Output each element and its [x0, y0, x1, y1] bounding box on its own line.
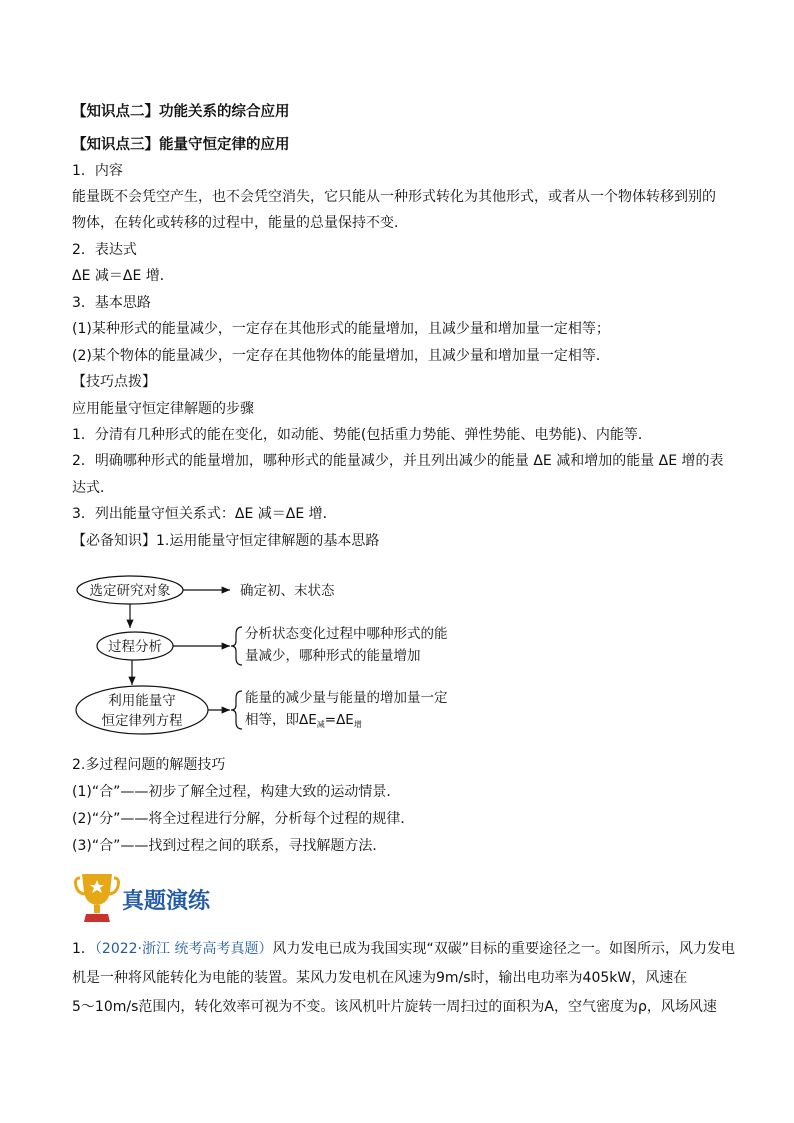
flow-diagram [70, 570, 500, 740]
section-3-line-1: (1)某种形式的能量减少，一定存在其他形式的能量增加，且减少量和增加量一定相等； [72, 321, 610, 337]
brace-analysis-line-2: 量减少，哪种形式的能量增加 [245, 648, 421, 664]
multi-process-line-3: (3)“合”——找到过程之间的联系，寻找解题方法． [72, 838, 387, 854]
tips-line-3: 达式． [72, 480, 114, 496]
node-equation-line-1: 利用能量守 [108, 693, 176, 709]
multi-process-title: 2.多过程问题的解题技巧 [72, 757, 226, 773]
node-equation-line-2: 恒定律列方程 [101, 713, 183, 729]
node-process-analysis-label: 过程分析 [108, 639, 162, 655]
real-exam-title: 真题演练 [122, 889, 211, 914]
problem-1-number: 1． [72, 941, 95, 957]
section-2-title: 2．表达式 [72, 242, 137, 258]
section-1-line-1: 能量既不会凭空产生，也不会凭空消失，它只能从一种形式转化为其他形式，或者从一个物体转移到别的 [72, 189, 716, 205]
section-2-formula: ΔE 减＝ΔE 增． [72, 268, 174, 284]
brace-equation-text-a: 相等，即ΔE [245, 712, 317, 728]
arrow-states-label: 确定初、末状态 [240, 583, 335, 599]
problem-1-line-3: 5～10m/s范围内，转化效率可视为不变。该风机叶片旋转一周扫过的面积为A，空气密度为ρ，风场风速 [72, 999, 717, 1015]
tips-title: 【技巧点拨】 [72, 374, 156, 390]
brace-equation-line-2 [245, 711, 362, 729]
section-3-title: 3．基本思路 [72, 295, 151, 311]
problem-1-citation: （2022·浙江 统考高考真题） [94, 941, 273, 957]
brace-equation-text-b: =ΔE [324, 712, 354, 728]
trophy-icon [74, 872, 120, 924]
brace-equation [231, 691, 242, 729]
brace-analysis-line-1: 分析状态变化过程中哪种形式的能 [245, 626, 448, 642]
brace-analysis [231, 627, 242, 665]
problem-1-line-1 [72, 940, 735, 958]
brace-equation-sub-increase: 增 [353, 720, 362, 729]
tips-line-4: 3．列出能量守恒关系式：ΔE 减＝ΔE 增． [72, 506, 337, 522]
must-know-line: 【必备知识】1.运用能量守恒定律解题的基本思路 [72, 533, 380, 549]
section-1-title: 1．内容 [72, 163, 123, 179]
problem-1-line-2: 机是一种将风能转化为电能的装置。某风力发电机在风速为9m/s时，输出电功率为405kW，风速在 [72, 970, 688, 986]
heading-knowledge-point-2: 【知识点二】功能关系的综合应用 [72, 104, 290, 120]
multi-process-line-2: (2)“分”——将全过程进行分解，分析每个过程的规律． [72, 811, 415, 827]
multi-process-line-1: (1)“合”——初步了解全过程，构建大致的运动情景． [72, 784, 401, 800]
section-3-line-2: (2)某个物体的能量减少，一定存在其他物体的能量增加，且减少量和增加量一定相等． [72, 348, 610, 364]
section-1-line-2: 物体，在转化或转移的过程中，能量的总量保持不变． [72, 215, 408, 231]
brace-equation-sub-decrease: 减 [316, 720, 325, 729]
tips-line-2: 2．明确哪种形式的能量增加，哪种形式的能量减少，并且列出减少的能量 ΔE 减和增加的能量 ΔE 增的表 [72, 453, 724, 469]
tips-subtitle: 应用能量守恒定律解题的步骤 [72, 401, 254, 417]
tips-line-1: 1．分清有几种形式的能在变化，如动能、势能(包括重力势能、弹性势能、电势能)、内能等． [72, 427, 652, 443]
brace-equation-line-1: 能量的减少量与能量的增加量一定 [245, 690, 448, 706]
problem-1-line-1-text: 风力发电已成为我国实现“双碳”目标的重要途径之一。如图所示，风力发电 [272, 941, 735, 957]
heading-knowledge-point-3: 【知识点三】能量守恒定律的应用 [72, 137, 290, 153]
node-select-object-label: 选定研究对象 [89, 583, 171, 599]
real-exam-banner [74, 872, 211, 924]
